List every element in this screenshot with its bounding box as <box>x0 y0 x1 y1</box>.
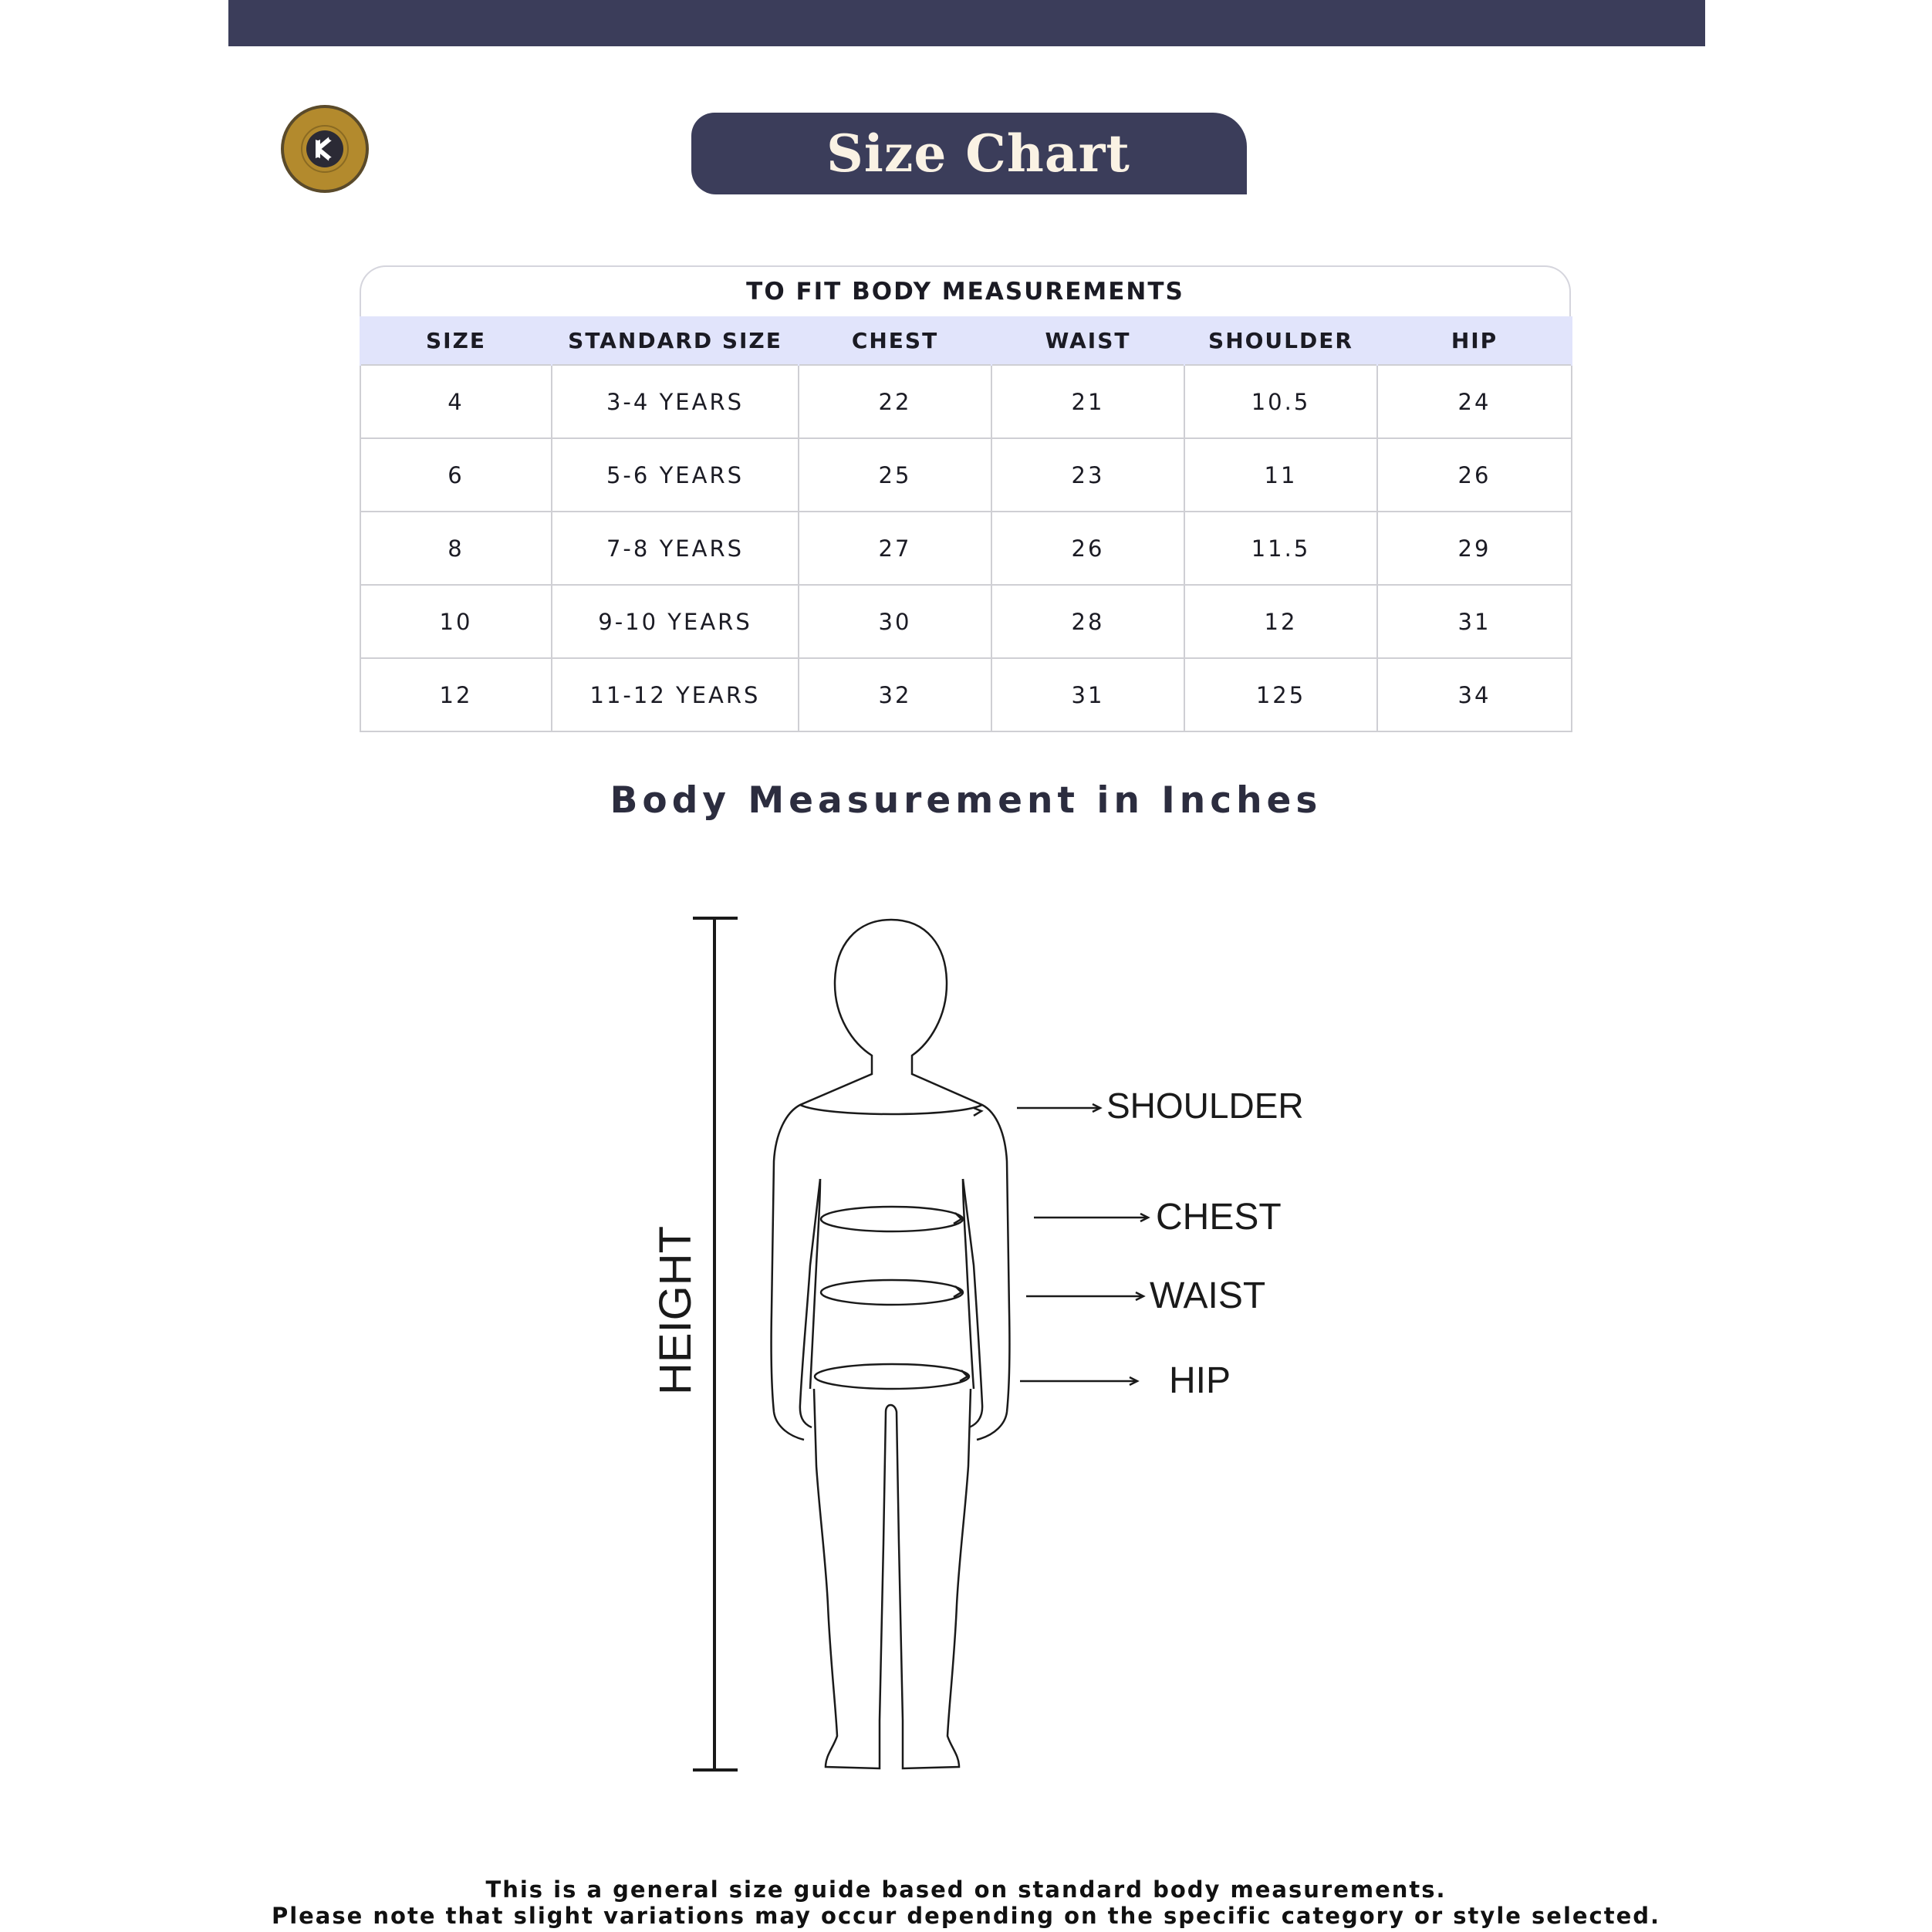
table-cell: 23 <box>991 438 1184 512</box>
table-caption: TO FIT BODY MEASUREMENTS <box>360 265 1571 316</box>
chest-label: CHEST <box>1156 1197 1282 1238</box>
pointer-arrows <box>1017 1104 1148 1385</box>
hip-label: HIP <box>1169 1360 1231 1401</box>
table-cell: 26 <box>991 512 1184 585</box>
table-cell: 22 <box>799 365 991 438</box>
column-header: CHEST <box>799 316 991 365</box>
table-row <box>360 365 1572 438</box>
table-cell: 34 <box>1377 658 1572 731</box>
top-banner-bar <box>228 0 1705 46</box>
diagram-subtitle: Body Measurement in Inches <box>610 779 1322 822</box>
table-cell: 6 <box>360 438 552 512</box>
table-cell: 29 <box>1377 512 1572 585</box>
table-cell: 31 <box>1377 585 1572 658</box>
table-cell: 32 <box>799 658 991 731</box>
waist-label: WAIST <box>1150 1275 1266 1316</box>
page-title: Size Chart <box>826 123 1130 184</box>
column-header: SHOULDER <box>1184 316 1377 365</box>
size-table-container <box>360 265 1571 732</box>
table-row <box>360 658 1572 731</box>
brand-logo-icon <box>279 103 370 194</box>
table-cell: 12 <box>1184 585 1377 658</box>
table-cell: 24 <box>1377 365 1572 438</box>
table-cell: 25 <box>799 438 991 512</box>
table-row <box>360 512 1572 585</box>
table-cell: 10 <box>360 585 552 658</box>
measurement-bands <box>815 1108 981 1389</box>
table-header-row <box>360 316 1572 365</box>
table-cell: 11.5 <box>1184 512 1377 585</box>
table-cell: 28 <box>991 585 1184 658</box>
footer-note-line-2: Please note that slight variations may occur depending on the specific category or style selected. <box>271 1903 1661 1929</box>
table-cell: 3-4 YEARS <box>552 365 799 438</box>
table-cell: 11-12 YEARS <box>552 658 799 731</box>
table-cell: 125 <box>1184 658 1377 731</box>
table-cell: 8 <box>360 512 552 585</box>
table-cell: 12 <box>360 658 552 731</box>
title-banner <box>691 113 1247 194</box>
table-cell: 31 <box>991 658 1184 731</box>
table-cell: 10.5 <box>1184 365 1377 438</box>
height-label: HEIGHT <box>650 1225 701 1395</box>
table-row <box>360 438 1572 512</box>
table-cell: 9-10 YEARS <box>552 585 799 658</box>
table-cell: 11 <box>1184 438 1377 512</box>
table-cell: 7-8 YEARS <box>552 512 799 585</box>
footer-note-line-1: This is a general size guide based on standard body measurements. <box>485 1876 1447 1903</box>
table-cell: 21 <box>991 365 1184 438</box>
shoulder-label: SHOULDER <box>1106 1086 1304 1126</box>
body-measurement-diagram <box>633 903 1327 1790</box>
table-cell: 27 <box>799 512 991 585</box>
table-row <box>360 585 1572 658</box>
column-header: WAIST <box>991 316 1184 365</box>
table-cell: 26 <box>1377 438 1572 512</box>
table-cell: 4 <box>360 365 552 438</box>
table-cell: 5-6 YEARS <box>552 438 799 512</box>
size-table <box>360 316 1572 732</box>
column-header: STANDARD SIZE <box>552 316 799 365</box>
column-header: HIP <box>1377 316 1572 365</box>
child-figure-outline <box>772 920 1010 1768</box>
table-cell: 30 <box>799 585 991 658</box>
column-header: SIZE <box>360 316 552 365</box>
